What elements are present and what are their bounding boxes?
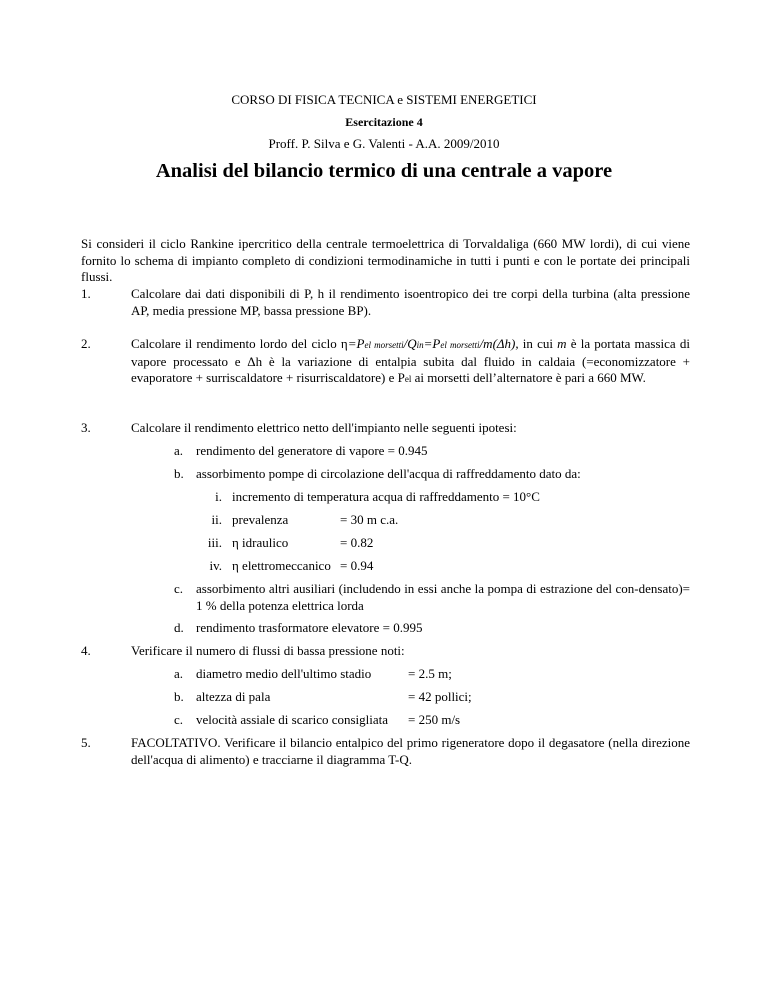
q3-b-i-mark: i.	[215, 489, 222, 504]
q3-item-c-mark: c.	[174, 581, 184, 596]
q3-b-iii-label: η idraulico	[232, 535, 289, 550]
q4-item-b-value: = 42 pollici;	[408, 689, 472, 704]
q4-item-b-label: altezza di pala	[196, 689, 271, 704]
q3-b-i-text: incremento di temperatura acqua di raffreddamento = 10°C	[232, 489, 540, 504]
question-4-number: 4.	[81, 643, 91, 658]
q3-item-d-text: rendimento trasformatore elevatore = 0.995	[196, 620, 423, 635]
q4-item-a-mark: a.	[174, 666, 184, 681]
exercise-number: Esercitazione 4	[345, 115, 423, 129]
q3-b-iv-label: η elettromeccanico	[232, 558, 331, 573]
question-3-text: Calcolare il rendimento elettrico netto dell'impianto nelle seguenti ipotesi:	[131, 420, 517, 435]
q4-item-c-mark: c.	[174, 712, 184, 727]
q3-b-ii-label: prevalenza	[232, 512, 289, 527]
professors-line: Proff. P. Silva e G. Valenti - A.A. 2009/2010	[268, 136, 500, 151]
q3-item-a-mark: a.	[174, 443, 184, 458]
q4-item-a-label: diametro medio dell'ultimo stadio	[196, 666, 372, 681]
q3-b-iv-value: = 0.94	[340, 558, 374, 573]
question-4-text: Verificare il numero di flussi di bassa pressione noti:	[131, 643, 405, 658]
q3-b-ii-value: = 30 m c.a.	[340, 512, 399, 527]
q3-b-iii-mark: iii.	[207, 535, 222, 550]
question-2-number: 2.	[81, 336, 91, 351]
q4-item-b-mark: b.	[174, 689, 184, 704]
q3-b-iv-mark: iv.	[209, 558, 222, 573]
course-name: CORSO DI FISICA TECNICA e SISTEMI ENERGETICI	[231, 92, 537, 107]
q3-b-ii-mark: ii.	[211, 512, 222, 527]
q3-item-b-text: assorbimento pompe di circolazione dell'acqua di raffreddamento dato da:	[196, 466, 581, 481]
q4-item-a-value: = 2.5 m;	[408, 666, 452, 681]
question-1-number: 1.	[81, 286, 91, 301]
q4-item-c-value: = 250 m/s	[408, 712, 461, 727]
question-5-number: 5.	[81, 735, 91, 750]
question-2-text: Calcolare il rendimento lordo del ciclo η=Pel morsetti/Qin=Pel morsetti/m(Δh), in cui m è la portata massica di vapore processato e Δh è la variazione di entalpia subita dal fluido in caldaia (=economizzatore + evaporatore + surriscaldatore + risurriscaldatore) e Pel ai morsetti dell’alternatore è pari a 660 MW.	[131, 336, 690, 385]
q4-item-c-label: velocità assiale di scarico consigliata	[196, 712, 389, 727]
question-1-text: Calcolare dai dati disponibili di P, h il rendimento isoentropico dei tre corpi della turbina (alta pressione AP, media pressione MP, bassa pressione BP).	[131, 286, 690, 318]
intro-paragraph: Si consideri il ciclo Rankine ipercritico della centrale termoelettrica di Torvaldaliga (660 MW lordi), di cui viene fornito lo schema di impianto completo di condizioni termodinamiche in tutti i punti e con le portate dei principali flussi.	[81, 236, 690, 284]
q3-item-d-mark: d.	[174, 620, 184, 635]
q3-item-c-text: assorbimento altri ausiliari (includendo in essi anche la pompa di estrazione del con-densato)= 1 % della potenza elettrica lorda	[196, 581, 690, 613]
q3-item-b-mark: b.	[174, 466, 184, 481]
q3-item-a-text: rendimento del generatore di vapore = 0.945	[196, 443, 428, 458]
question-3-number: 3.	[81, 420, 91, 435]
q3-b-iii-value: = 0.82	[340, 535, 374, 550]
document-title: Analisi del bilancio termico di una centrale a vapore	[155, 160, 613, 182]
question-5-text: FACOLTATIVO. Verificare il bilancio entalpico del primo rigeneratore dopo il degasatore (nella direzione dell'acqua di alimento) e tracciarne il diagramma T-Q.	[131, 735, 690, 767]
